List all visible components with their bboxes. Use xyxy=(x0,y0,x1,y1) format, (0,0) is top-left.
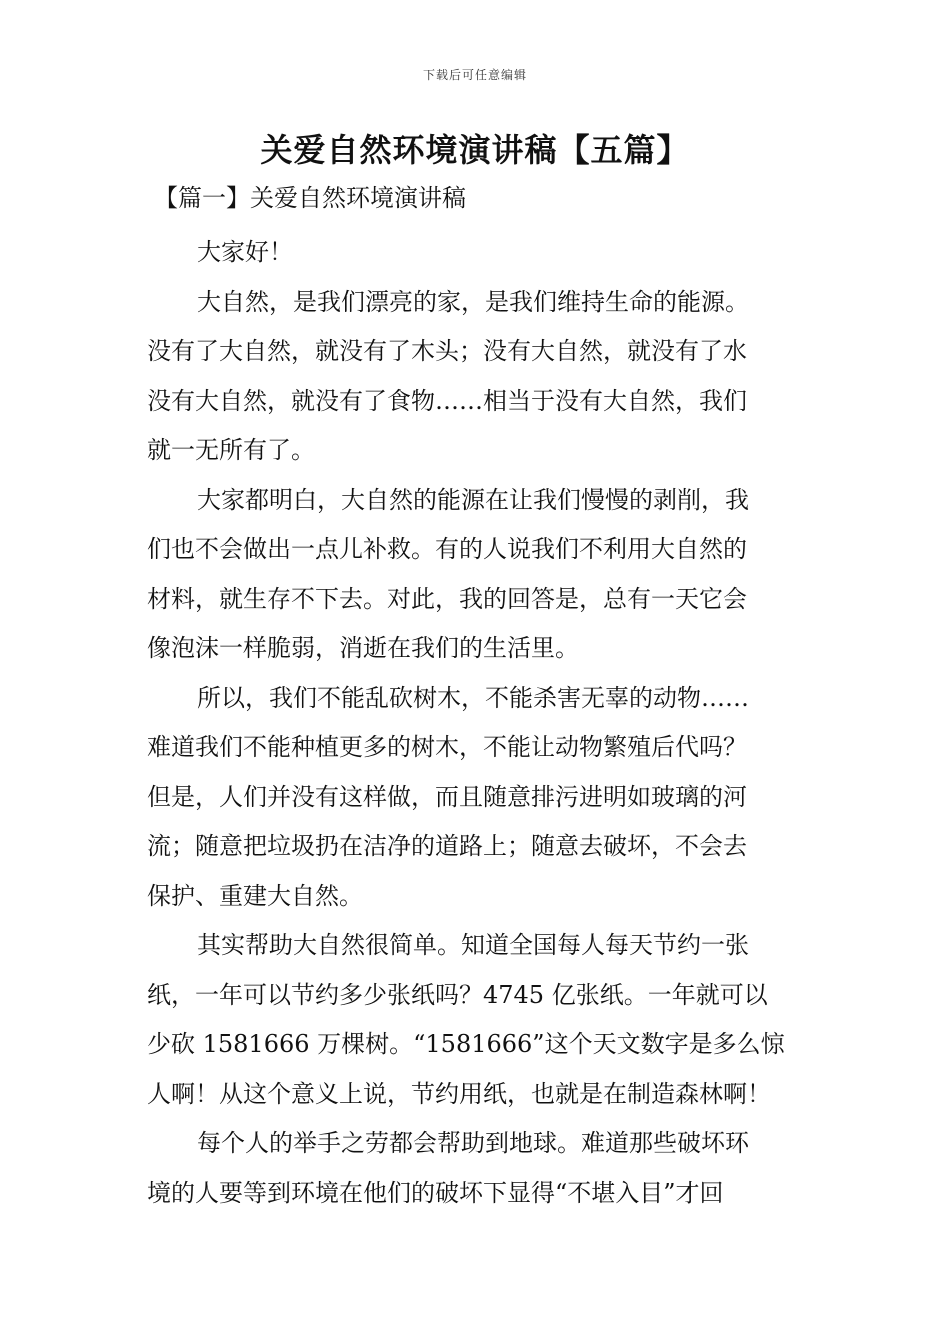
section-heading: 【篇一】关爱自然环境演讲稿 xyxy=(154,184,466,212)
paragraph-line: 像泡沫一样脆弱，消逝在我们的生活里。 xyxy=(147,634,579,662)
header-note: 下载后可任意编辑 xyxy=(422,68,527,82)
paragraph-line: 保护、重建大自然。 xyxy=(147,881,363,910)
paragraph-line: 们也不会做出一点儿补救。有的人说我们不利用大自然的 xyxy=(147,535,747,563)
paragraph-line: 难道我们不能种植更多的树木，不能让动物繁殖后代吗？ xyxy=(147,733,747,761)
paragraph-line: 没有了大自然，就没有了木头；没有大自然，就没有了水 xyxy=(147,337,747,365)
paragraph-line: 境的人要等到环境在他们的破坏下显得“不堪入目”才回 xyxy=(147,1178,724,1207)
paragraph-line: 所以，我们不能乱砍树木，不能杀害无辜的动物…… xyxy=(197,683,749,712)
paragraph-line: 就一无所有了。 xyxy=(147,436,315,464)
paragraph-line: 流；随意把垃圾扔在洁净的道路上；随意去破坏，不会去 xyxy=(147,832,747,860)
paragraph-line: 少砍 1581666 万棵树。“1581666”这个天文数字是多么惊 xyxy=(147,1030,785,1058)
paragraph-line: 每个人的举手之劳都会帮助到地球。难道那些破坏环 xyxy=(197,1129,749,1157)
paragraph-line: 没有大自然，就没有了食物……相当于没有大自然，我们 xyxy=(147,386,747,415)
paragraph-line: 大自然，是我们漂亮的家，是我们维持生命的能源。 xyxy=(197,287,749,316)
paragraph-line: 大家都明白，大自然的能源在让我们慢慢的剥削，我 xyxy=(197,485,749,514)
speech-body xyxy=(147,228,807,1218)
paragraph-line: 但是，人们并没有这样做，而且随意排污进明如玻璃的河 xyxy=(147,782,747,811)
document-title: 关爱自然环境演讲稿【五篇】 xyxy=(260,131,690,169)
paragraph-line: 其实帮助大自然很简单。知道全国每人每天节约一张 xyxy=(197,931,749,959)
paragraph-line: 纸，一年可以节约多少张纸吗？4745 亿张纸。一年就可以 xyxy=(147,980,768,1009)
greeting-line: 大家好！ xyxy=(197,238,293,266)
paragraph-line: 人啊！从这个意义上说，节约用纸，也就是在制造森林啊！ xyxy=(147,1079,771,1108)
paragraph-line: 材料，就生存不下去。对此，我的回答是，总有一天它会 xyxy=(147,584,747,613)
